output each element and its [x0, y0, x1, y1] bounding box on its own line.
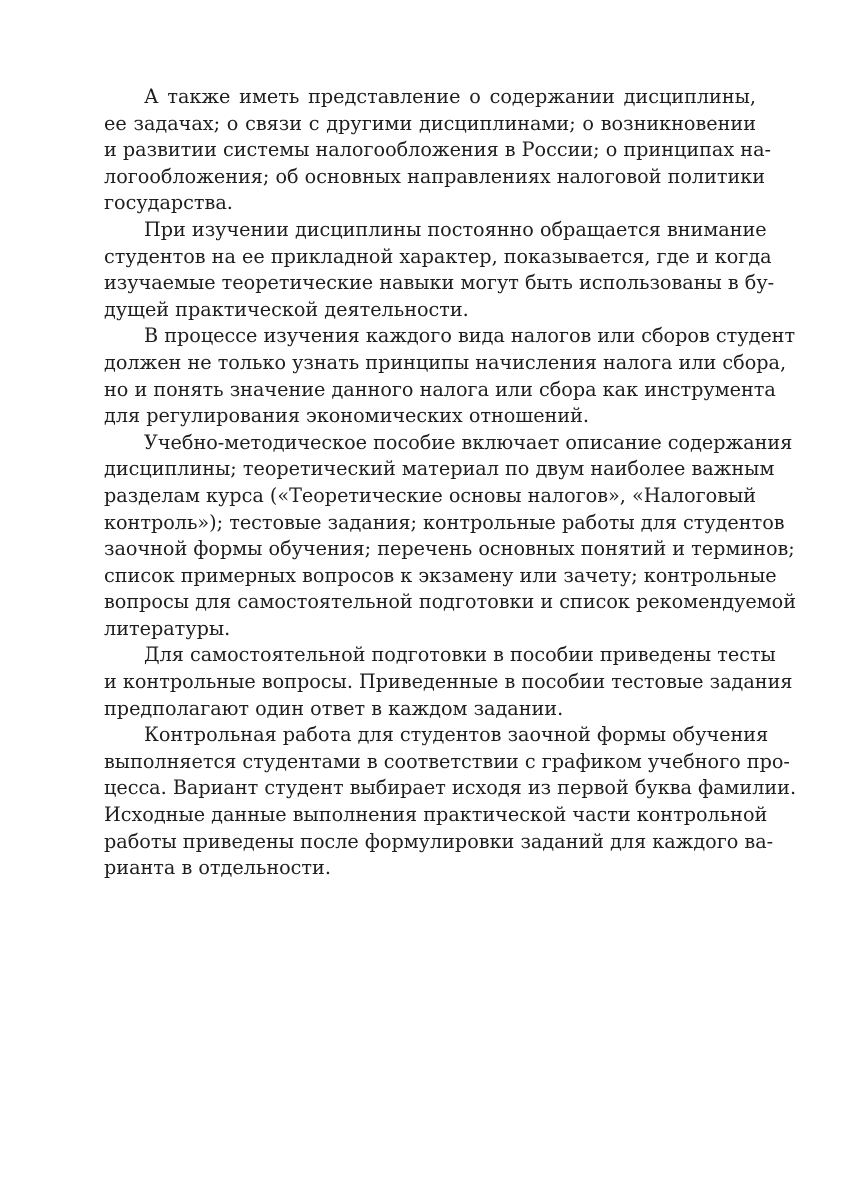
- paragraph-4: [104, 430, 796, 643]
- text-line: Исходные данные выполнения практической части контрольной: [104, 803, 768, 827]
- text-line: заочной формы обучения; перечень основных понятий и терминов;: [104, 537, 795, 561]
- text-line: Контрольная работа для студентов заочной формы обучения: [144, 723, 769, 747]
- paragraph-1: [104, 84, 771, 217]
- text-line: ее задачах; о связи с другими дисциплинами; о возникновении: [104, 111, 756, 135]
- text-line: цесса. Вариант студент выбирает исходя из первой буква фамилии.: [104, 776, 797, 800]
- text-line: Для самостоятельной подготовки в пособии приведены тесты: [144, 643, 776, 667]
- text-line: логообложения; об основных направлениях налоговой политики: [104, 164, 766, 188]
- text-line: разделам курса («Теоретические основы налогов», «Налоговый: [104, 483, 757, 507]
- text-line: для регулирования экономических отношений.: [104, 404, 590, 428]
- text-line: Учебно-методическое пособие включает описание содержания: [144, 430, 793, 454]
- text-line: дущей практической деятельности.: [104, 297, 469, 321]
- text-line: студентов на ее прикладной характер, показывается, где и когда: [104, 244, 772, 268]
- text-line: выполняется студентами в соответствии с графиком учебного про-: [104, 749, 790, 773]
- text-line: дисциплины; теоретический материал по двум наиболее важным: [104, 457, 775, 481]
- text-line: В процессе изучения каждого вида налогов или сборов студент: [144, 324, 796, 348]
- paragraph-5: [104, 642, 793, 722]
- text-line: и развитии системы налогообложения в России; о принципах на-: [104, 138, 771, 162]
- text-line: контроль»); тестовые задания; контрольные работы для студентов: [104, 510, 785, 534]
- text-line: изучаемые теоретические навыки могут быть использованы в бу-: [104, 271, 775, 295]
- text-line: При изучении дисциплины постоянно обращается внимание: [144, 217, 767, 241]
- text-line: но и понять значение данного налога или сбора как инструмента: [104, 377, 776, 401]
- text-line: А также иметь представление о содержании дисциплины,: [144, 85, 756, 108]
- text-line: и контрольные вопросы. Приведенные в пособии тестовые задания: [104, 670, 793, 694]
- text-line: список примерных вопросов к экзамену или зачету; контрольные: [104, 563, 777, 587]
- text-line: должен не только узнать принципы начисления налога или сбора,: [104, 350, 787, 374]
- text-line: предполагают один ответ в каждом задании.: [104, 696, 564, 720]
- text-line: государства.: [104, 191, 233, 215]
- text-line: литературы.: [104, 616, 231, 640]
- text-line: работы приведены после формулировки заданий для каждого ва-: [104, 829, 774, 853]
- paragraph-3: [104, 323, 796, 429]
- paragraph-6: [104, 722, 797, 882]
- text-line: рианта в отдельности.: [104, 856, 331, 880]
- paragraph-2: [104, 217, 775, 323]
- text-line: вопросы для самостоятельной подготовки и список рекомендуемой: [104, 590, 796, 614]
- body-text: [104, 84, 797, 882]
